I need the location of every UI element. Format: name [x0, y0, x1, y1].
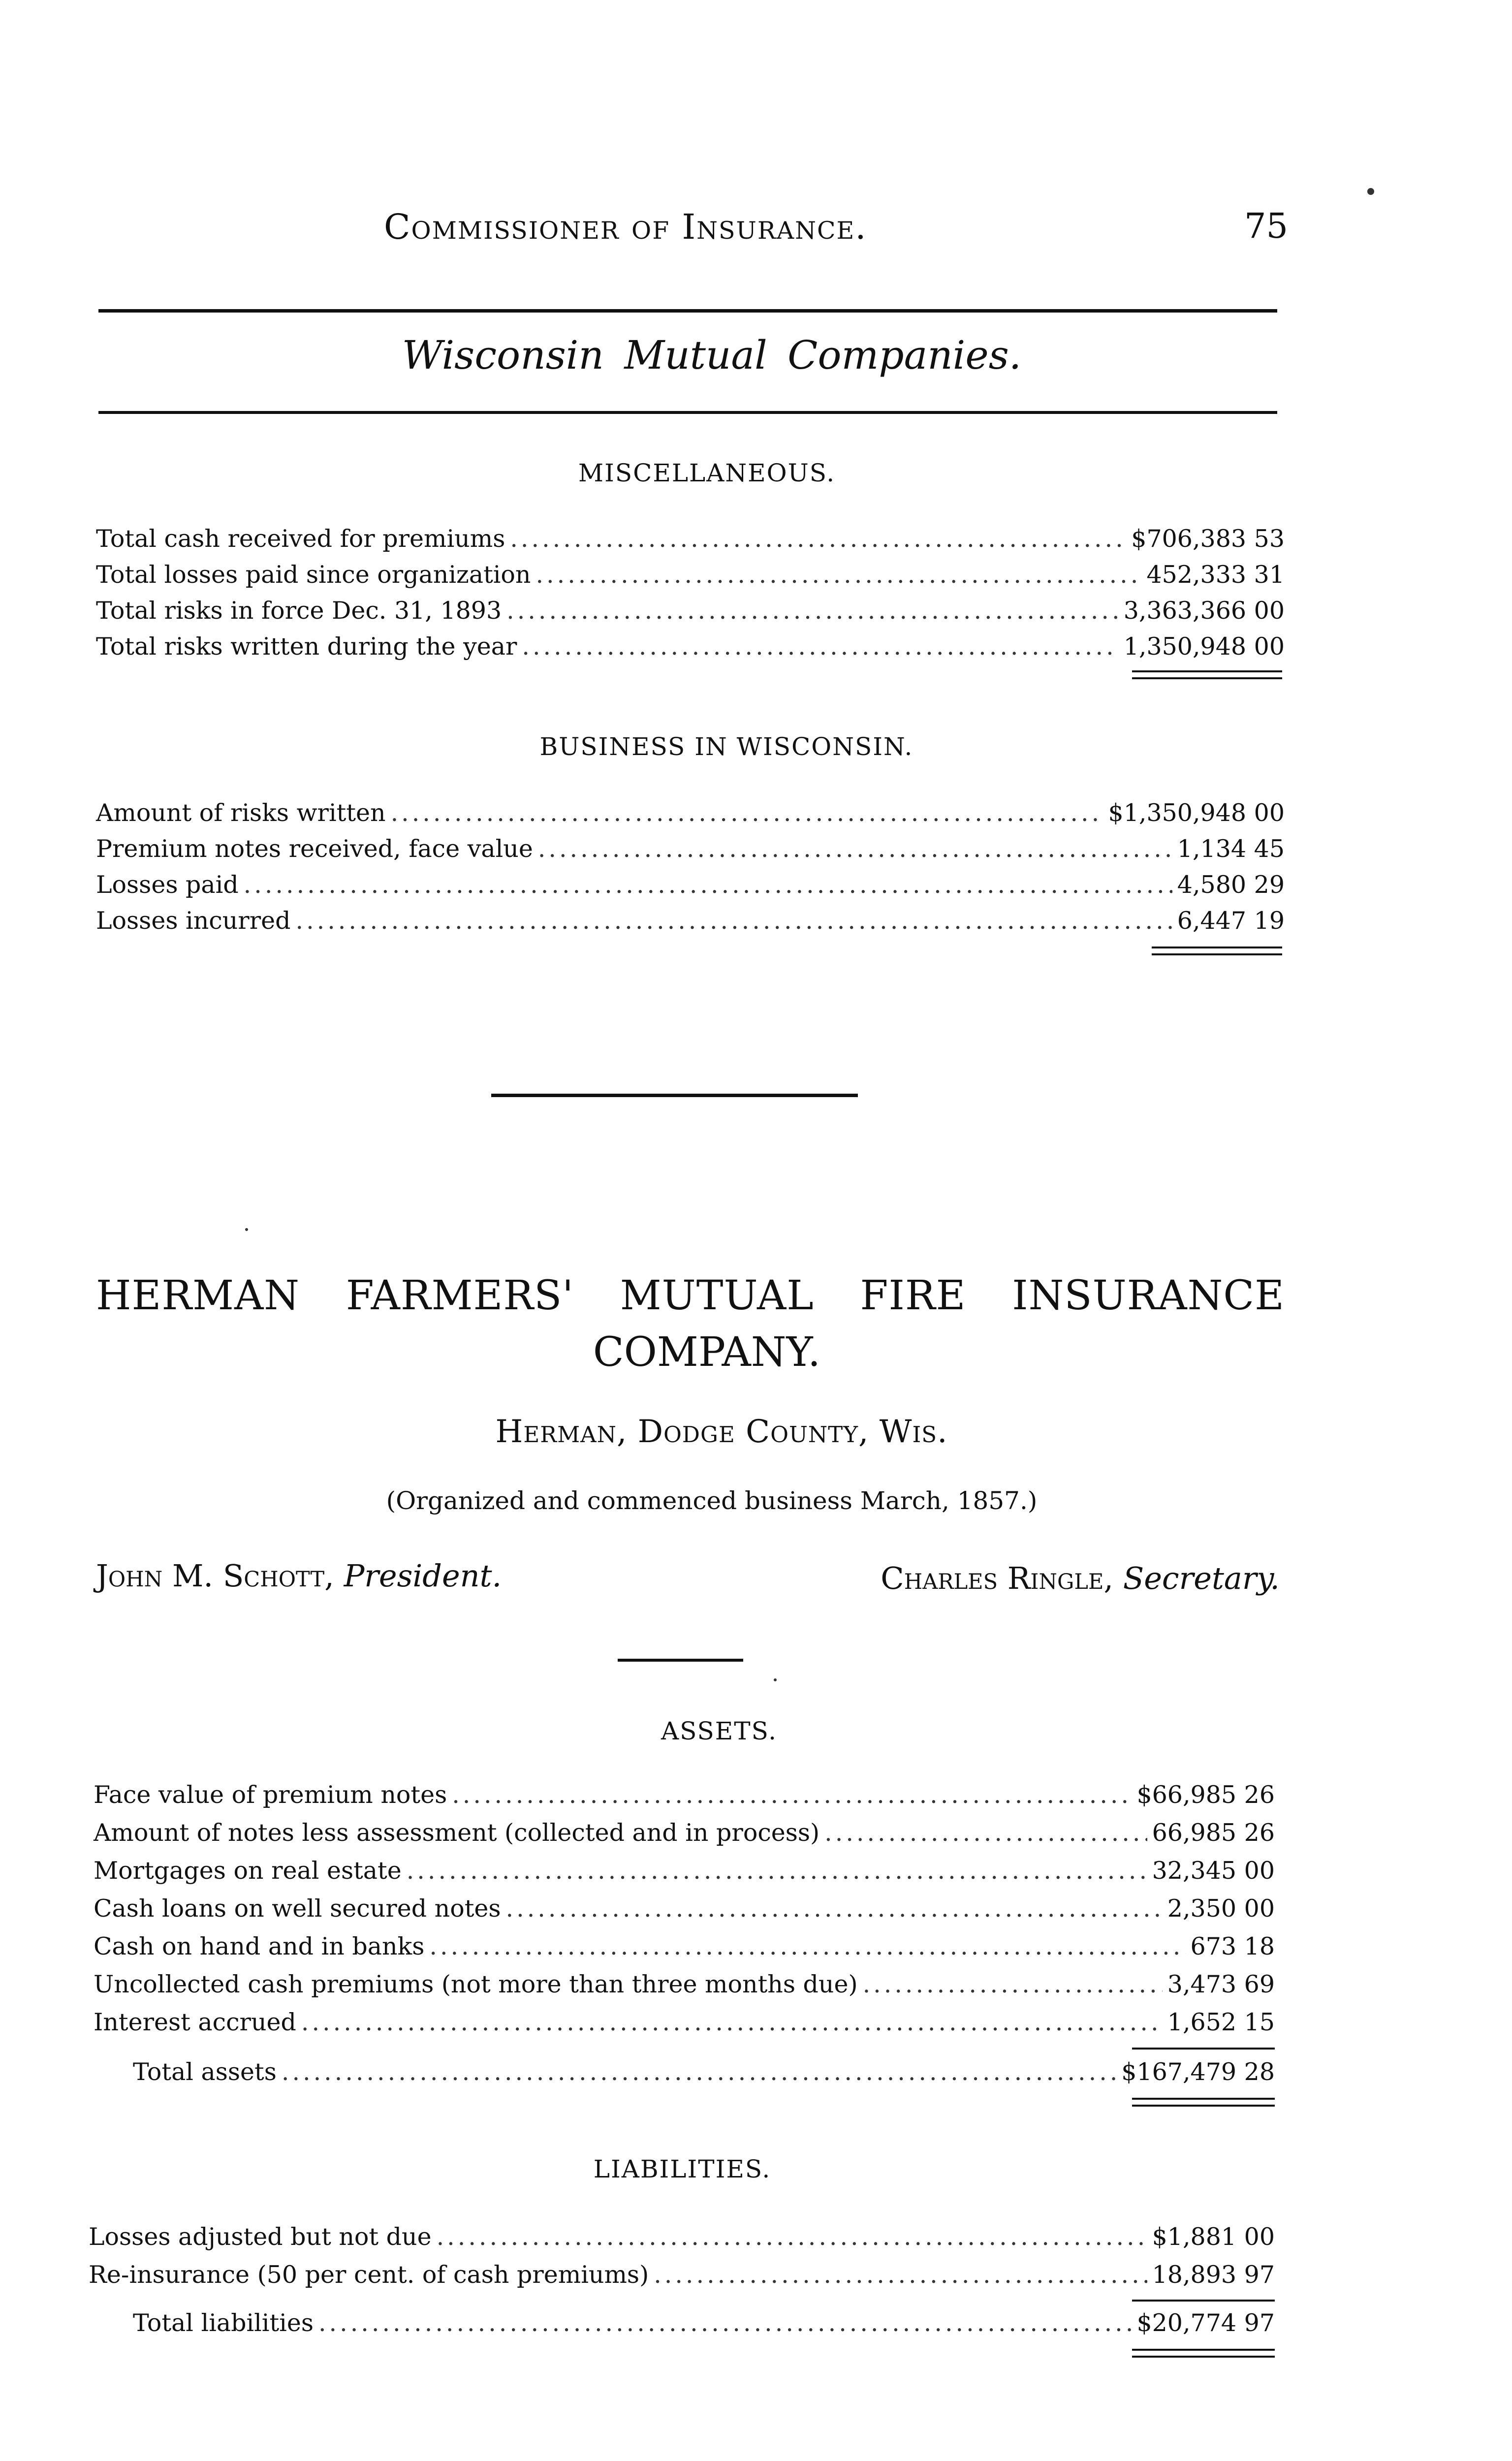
assets-row-label: Cash on hand and in banks — [94, 1932, 425, 1960]
wisconsin-row — [96, 870, 1285, 900]
company-name-line2: COMPANY. — [593, 1329, 821, 1376]
assets-row-label: Interest accrued — [94, 2008, 296, 2036]
assets-total-amount: $167,479 28 — [1121, 2058, 1275, 2086]
leader-dots — [407, 1856, 1147, 1886]
assets-sum-rule — [1132, 2048, 1275, 2050]
header-rule-bottom — [98, 411, 1277, 414]
wisconsin-row-label: Losses incurred — [96, 907, 291, 935]
wisconsin-row-label: Amount of risks written — [96, 799, 386, 827]
liabilities-row-amount: 18,893 97 — [1152, 2261, 1275, 2289]
company-president — [96, 1558, 502, 1594]
wisconsin-row — [96, 798, 1285, 828]
misc-row-label: Total cash received for premiums — [96, 525, 505, 553]
company-name-line1: HERMAN FARMERS' MUTUAL FIRE INSURANCE — [96, 1272, 1285, 1319]
leader-dots — [318, 2308, 1132, 2338]
misc-row — [96, 596, 1285, 626]
scan-speck — [1367, 188, 1374, 195]
liabilities-sum-rule — [1132, 2300, 1275, 2302]
assets-row-amount: 3,473 69 — [1167, 1970, 1275, 1998]
misc-row-amount: 3,363,366 00 — [1123, 597, 1285, 625]
leader-dots — [391, 798, 1103, 828]
assets-row-amount: 66,985 26 — [1152, 1819, 1275, 1847]
wisconsin-row-amount: 4,580 29 — [1177, 871, 1285, 899]
leader-dots — [506, 1894, 1163, 1924]
leader-dots — [510, 524, 1126, 554]
wisconsin-row-label: Premium notes received, face value — [96, 835, 533, 863]
assets-row-label: Amount of notes less assessment (collected and in process) — [94, 1819, 820, 1847]
assets-total-label: Total assets — [133, 2058, 277, 2086]
wisconsin-row-amount: $1,350,948 00 — [1108, 799, 1285, 827]
assets-row — [94, 1970, 1275, 1999]
section-title: Wisconsin Mutual Companies. — [402, 332, 1022, 378]
company-organized-note: (Organized and commenced business March, 1857.) — [386, 1486, 1038, 1515]
assets-row — [94, 1780, 1275, 1810]
leader-dots — [282, 2057, 1116, 2087]
assets-row — [94, 1894, 1275, 1924]
president-title: President. — [344, 1558, 502, 1594]
company-secretary — [819, 1560, 1280, 1596]
assets-row-label: Mortgages on real estate — [94, 1857, 402, 1885]
header-rule-top — [98, 309, 1277, 313]
misc-row-amount: $706,383 53 — [1131, 525, 1285, 553]
section-separator-rule — [491, 1094, 858, 1097]
wisconsin-row — [96, 906, 1285, 936]
business-in-wisconsin-heading: BUSINESS IN WISCONSIN. — [539, 732, 914, 761]
misc-row-label: Total losses paid since organization — [96, 561, 531, 589]
assets-row-label: Cash loans on well secured notes — [94, 1894, 501, 1923]
wisconsin-row-amount: 1,134 45 — [1177, 835, 1285, 863]
miscellaneous-heading: MISCELLANEOUS. — [578, 459, 836, 487]
assets-row — [94, 2008, 1275, 2037]
liabilities-row — [89, 2260, 1275, 2290]
assets-row-label: Face value of premium notes — [94, 1781, 447, 1809]
leader-dots — [429, 1932, 1185, 1961]
assets-heading: ASSETS. — [661, 1717, 777, 1745]
misc-row-label: Total risks in force Dec. 31, 1893 — [96, 597, 502, 625]
president-name: John M. Schott, — [96, 1558, 334, 1594]
leader-dots — [296, 906, 1172, 936]
misc-row-amount: 1,350,948 00 — [1123, 632, 1285, 661]
leader-dots — [863, 1970, 1163, 1999]
misc-row — [96, 560, 1285, 590]
assets-row-label: Uncollected cash premiums (not more than three months due) — [94, 1970, 858, 1998]
liabilities-total-label: Total liabilities — [133, 2309, 314, 2337]
assets-total-row — [133, 2057, 1275, 2087]
scan-speck — [774, 1678, 777, 1681]
assets-row-amount: $66,985 26 — [1136, 1781, 1275, 1809]
leader-dots — [452, 1780, 1132, 1810]
wisconsin-row-label: Losses paid — [96, 871, 239, 899]
liabilities-total-double-rule — [1132, 2349, 1275, 2358]
running-head-title: Commissioner of Insurance. — [384, 207, 867, 247]
wisconsin-row-amount: 6,447 19 — [1177, 907, 1285, 935]
secretary-name: Charles Ringle, — [881, 1560, 1114, 1596]
misc-row-amount: 452,333 31 — [1146, 561, 1285, 589]
liabilities-total-amount: $20,774 97 — [1136, 2309, 1275, 2337]
leader-dots — [506, 596, 1119, 626]
leader-dots — [824, 1818, 1147, 1848]
assets-row — [94, 1932, 1275, 1961]
company-location: Herman, Dodge County, Wis. — [495, 1414, 948, 1450]
officers-separator-rule — [618, 1659, 743, 1662]
misc-row-label: Total risks written during the year — [96, 632, 517, 661]
page-number: 75 — [1244, 206, 1289, 246]
assets-row-amount: 1,652 15 — [1167, 2008, 1275, 2036]
leader-dots — [522, 632, 1118, 662]
assets-row-amount: 2,350 00 — [1167, 1894, 1275, 1923]
leader-dots — [301, 2008, 1163, 2037]
assets-total-double-rule — [1132, 2098, 1275, 2107]
liabilities-total-row — [133, 2308, 1275, 2338]
liabilities-row-label: Re-insurance (50 per cent. of cash premiums) — [89, 2261, 649, 2289]
leader-dots — [536, 560, 1141, 590]
misc-total-double-rule — [1132, 670, 1282, 679]
wisconsin-total-double-rule — [1152, 947, 1282, 955]
liabilities-row-label: Losses adjusted but not due — [89, 2223, 432, 2251]
wisconsin-row — [96, 834, 1285, 864]
leader-dots — [654, 2260, 1147, 2290]
misc-row — [96, 524, 1285, 554]
assets-row-amount: 673 18 — [1190, 1932, 1275, 1960]
leader-dots — [538, 834, 1172, 864]
secretary-title: Secretary. — [1123, 1560, 1280, 1596]
scan-speck — [245, 1228, 248, 1231]
leader-dots — [437, 2222, 1147, 2252]
assets-row — [94, 1856, 1275, 1886]
leader-dots — [244, 870, 1172, 900]
liabilities-row — [89, 2222, 1275, 2252]
liabilities-heading: LIABILITIES. — [593, 2155, 771, 2183]
misc-row — [96, 632, 1285, 662]
assets-row — [94, 1818, 1275, 1848]
assets-row-amount: 32,345 00 — [1152, 1857, 1275, 1885]
liabilities-row-amount: $1,881 00 — [1152, 2223, 1275, 2251]
